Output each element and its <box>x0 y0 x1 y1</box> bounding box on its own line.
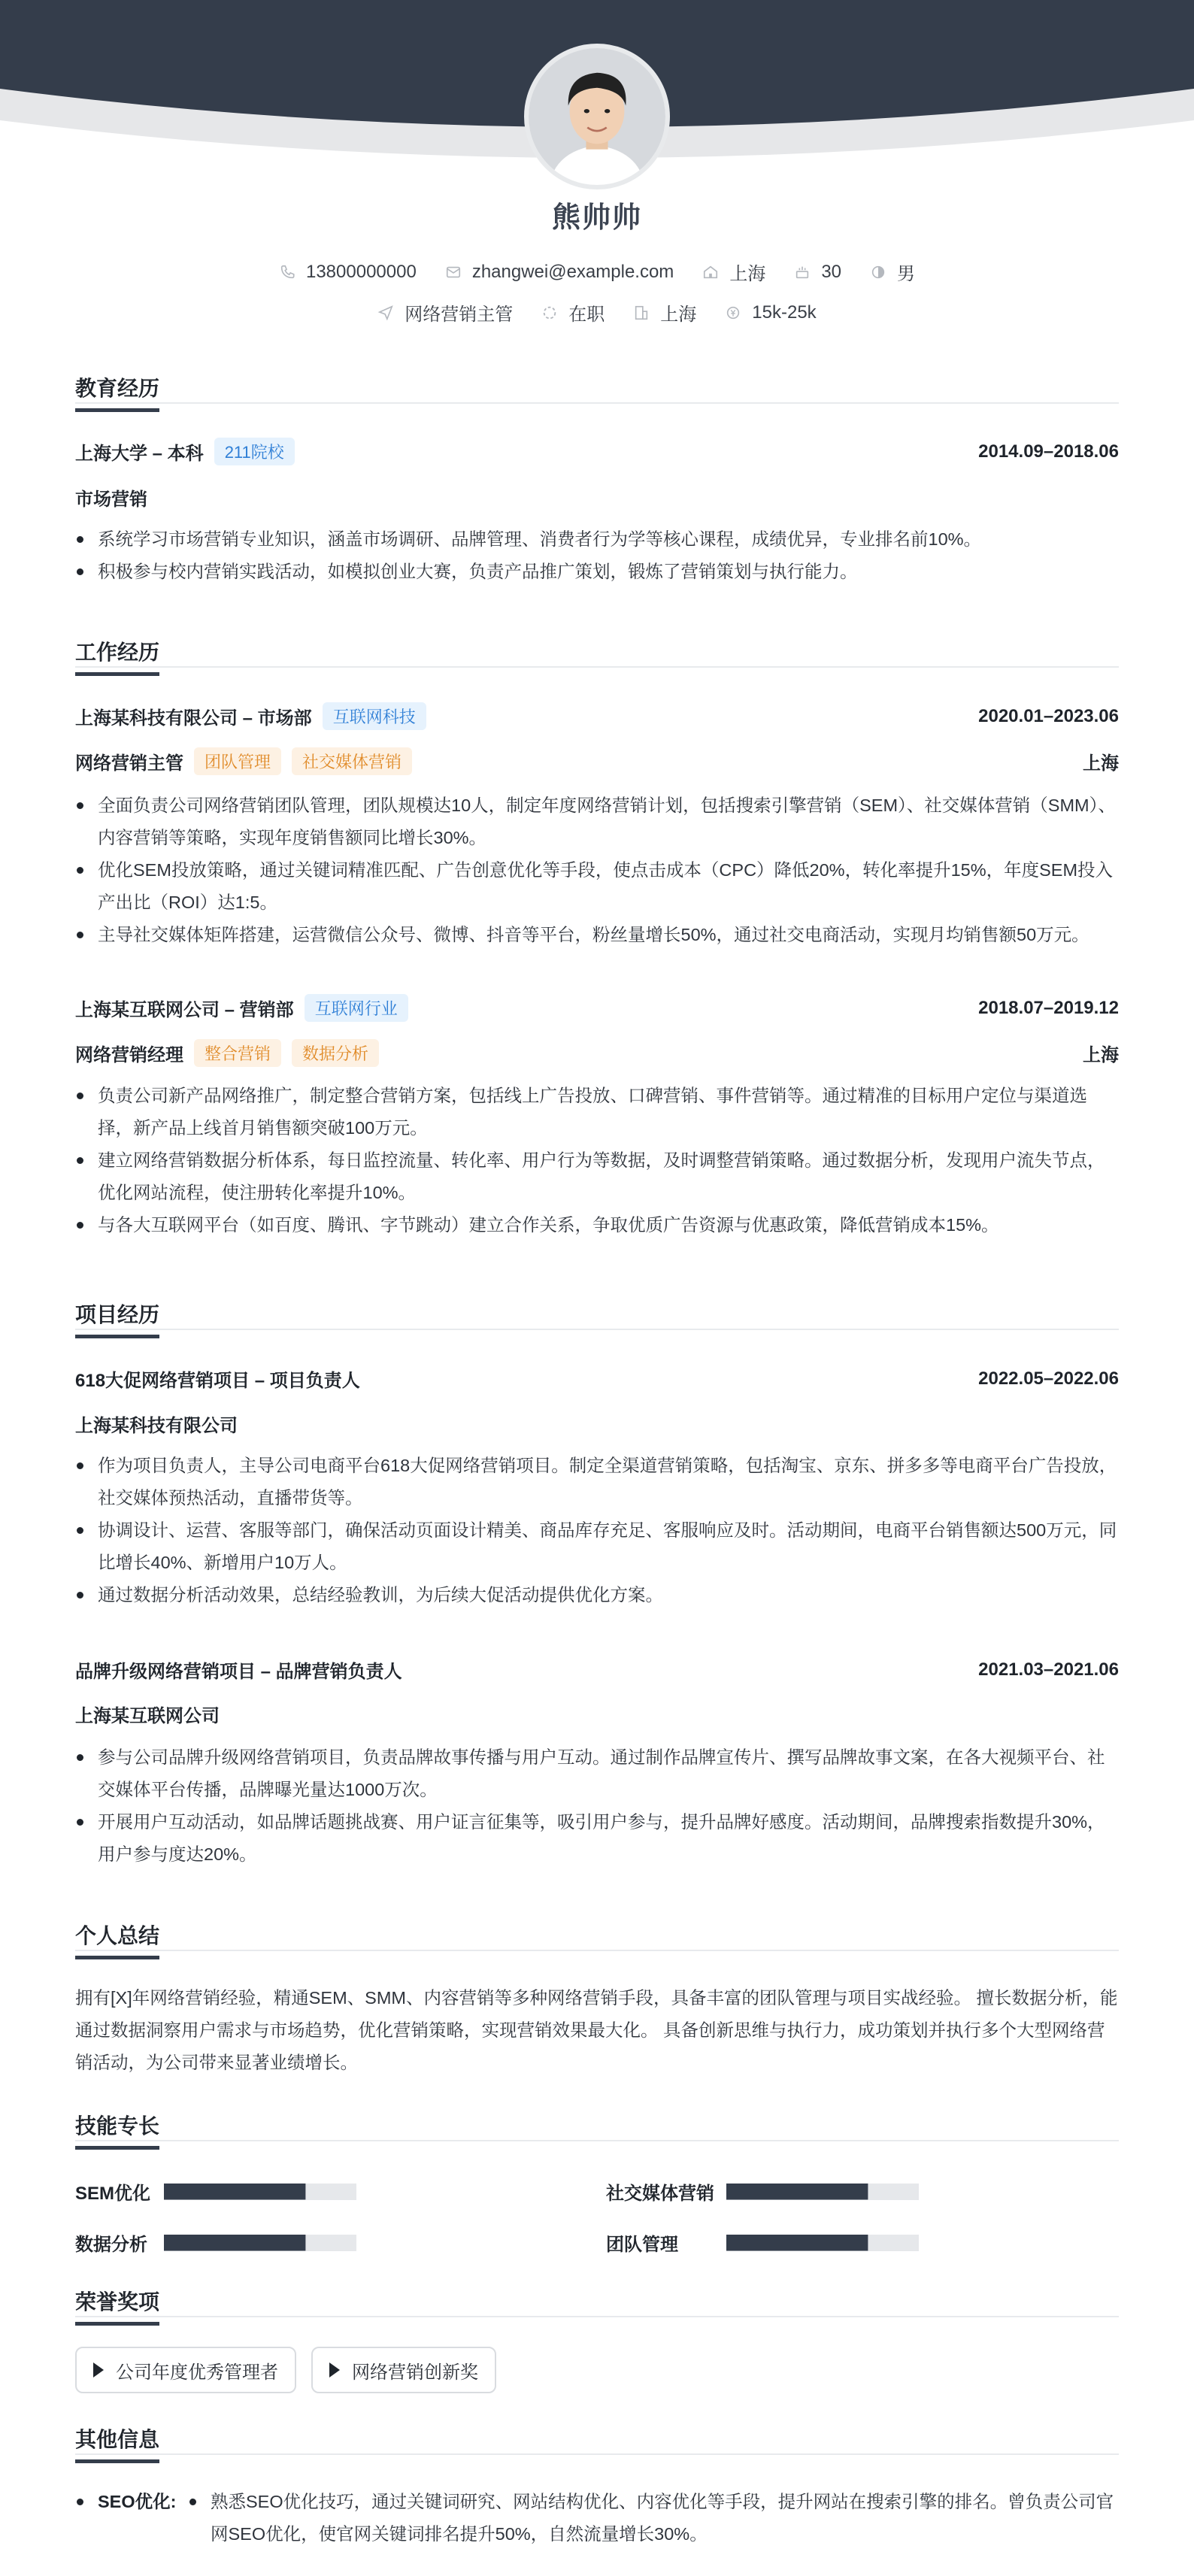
skill-tag: 社交媒体营销 <box>292 747 412 775</box>
other-label: SEO优化: <box>75 2486 176 2518</box>
skill-name: 团队管理 <box>606 2235 678 2255</box>
skill-bar-fill <box>164 2235 305 2251</box>
project-name: 618大促网络营销项目 – 项目负责人 <box>75 1371 360 1391</box>
school-tag: 211院校 <box>214 438 295 465</box>
project-name: 品牌升级网络营销项目 – 品牌营销负责人 <box>75 1662 402 1682</box>
skill-bar-fill <box>726 2184 868 2200</box>
education-header <box>75 438 1119 465</box>
list-item: 通过数据分析活动效果，总结经验教训，为后续大促活动提供优化方案。 <box>75 1579 1119 1611</box>
skill-name: 社交媒体营销 <box>606 2184 714 2204</box>
summary-section-title: 个人总结 <box>75 1920 1119 1951</box>
list-item: 建立网络营销数据分析体系，每日监控流量、转化率、用户行为等数据，及时调整营销策略。通过数据分析，发现用户流失节点，优化网站流程，使注册转化率提升10%。 <box>75 1144 1119 1209</box>
award-label: 网络营销创新奖 <box>352 2362 478 2383</box>
play-icon <box>329 2362 340 2377</box>
email-item <box>445 262 674 283</box>
city-item <box>702 259 765 285</box>
avatar-photo-icon <box>529 48 665 185</box>
project-1-header <box>75 1656 1119 1683</box>
work-0-bullets <box>75 789 1119 951</box>
other-text: 熟悉SEO优化技巧，通过关键词研究、网站结构优化、内容优化等手段，提升网站在搜索引擎的排名。曾负责公司官网SEO优化，使官网关键词排名提升50%，自然流量增长30%。 <box>188 2486 1119 2550</box>
work-1-role <box>75 1039 1119 1067</box>
skill-name: SEM优化 <box>75 2184 151 2204</box>
skills-section-title: 技能专长 <box>75 2110 1119 2141</box>
award-badge <box>75 2347 296 2393</box>
skill-tag: 整合营销 <box>194 1039 281 1067</box>
skill-bar <box>164 2184 356 2200</box>
list-item: 系统学习市场营销专业知识，涵盖市场调研、品牌管理、消费者行为学等核心课程，成绩优异，专业排名前10%。 <box>75 523 1119 556</box>
skill-tag: 团队管理 <box>194 747 281 775</box>
project-date: 2021.03–2021.06 <box>978 1659 1119 1680</box>
education-bullets <box>75 523 1119 588</box>
work-city-item <box>633 299 696 326</box>
work-location: 上海 <box>1083 753 1119 774</box>
cake-icon <box>794 264 811 280</box>
age-text: 30 <box>821 261 842 282</box>
list-item: 开展用户互动活动，如品牌话题挑战赛、用户证言征集等，吸引用户参与，提升品牌好感度。活动期间，品牌搜索指数提升30%，用户参与度达20%。 <box>75 1806 1119 1871</box>
candidate-name: 熊帅帅 <box>551 202 642 234</box>
summary-text: 拥有[X]年网络营销经验，精通SEM、SMM、内容营销等多种网络营销手段，具备丰富的团队管理与项目实战经验。 擅长数据分析，能通过数据洞察用户需求与市场趋势，优化营销策略，实现营销效果最大化。 具备创新思维与执行力，成功策划并执行多个大型网络营销活动，为公司带来显著业绩增长。 <box>75 1988 1118 2072</box>
award-label: 公司年度优秀管理者 <box>116 2362 278 2383</box>
job-title: 网络营销主管 <box>75 753 183 774</box>
list-item: 主导社交媒体矩阵搭建，运营微信公众号、微博、抖音等平台，粉丝量增长50%，通过社交电商活动，实现月均销售额50万元。 <box>75 919 1119 951</box>
education-section-title: 教育经历 <box>75 372 1119 404</box>
skill-item <box>606 2178 919 2205</box>
skill-bar-fill <box>164 2184 305 2200</box>
skill-item <box>75 2229 356 2256</box>
other-section-title: 其他信息 <box>75 2423 1119 2455</box>
list-item: 全面负责公司网络营销团队管理，团队规模达10人，制定年度网络营销计划，包括搜索引擎营销（SEM）、社交媒体营销（SMM）、内容营销等策略，实现年度销售额同比增长30%。 <box>75 789 1119 854</box>
job-target-item <box>377 299 513 326</box>
other-info <box>75 2486 1119 2553</box>
education-major: 市场营销 <box>75 489 147 510</box>
work-date: 2020.01–2023.06 <box>978 705 1119 726</box>
work-city-text: 上海 <box>660 305 697 325</box>
project-company: 上海某互联网公司 <box>75 1706 220 1726</box>
work-0-role <box>75 747 1119 775</box>
send-icon <box>377 305 394 321</box>
work-location: 上海 <box>1083 1045 1119 1065</box>
education-date: 2014.09–2018.06 <box>978 441 1119 462</box>
play-icon <box>93 2362 104 2377</box>
skill-bar <box>726 2184 919 2200</box>
company-name: 上海某科技有限公司 – 市场部 <box>75 708 312 729</box>
phone-text: 13800000000 <box>305 261 417 282</box>
age-item <box>794 262 841 283</box>
list-item: 负责公司新产品网络推广，制定整合营销方案，包括线上广告投放、口碑营销、事件营销等。通过精准的目标用户定位与渠道选择，新产品上线首月销售额突破100万元。 <box>75 1080 1119 1144</box>
list-item: 协调设计、运营、客服等部门，确保活动页面设计精美、商品库存充足、客服响应及时。活动期间，电商平台销售额达500万元，同比增长40%、新增用户10万人。 <box>75 1514 1119 1579</box>
skill-name: 数据分析 <box>75 2235 147 2255</box>
awards-section-title: 荣誉奖项 <box>75 2286 1119 2317</box>
salary-text: 15k-25k <box>752 302 817 323</box>
home-icon <box>702 264 719 280</box>
status-text: 在职 <box>568 305 605 325</box>
salary-item <box>725 302 816 323</box>
list-item: 参与公司品牌升级网络营销项目，负责品牌故事传播与用户互动。通过制作品牌宣传片、撰写品牌故事文案，在各大视频平台、社交媒体平台传播，品牌曝光量达1000万次。 <box>75 1741 1119 1806</box>
phone-icon <box>279 264 295 280</box>
money-icon <box>725 305 741 321</box>
skill-tag: 数据分析 <box>292 1039 379 1067</box>
project-1-bullets <box>75 1741 1119 1871</box>
work-1-bullets <box>75 1080 1119 1241</box>
skill-item <box>75 2178 356 2205</box>
job-target-text: 网络营销主管 <box>405 305 514 325</box>
projects-section-title: 项目经历 <box>75 1299 1119 1330</box>
city-text: 上海 <box>729 264 766 284</box>
industry-tag: 互联网行业 <box>305 994 408 1022</box>
gender-text: 男 <box>897 264 916 284</box>
project-0-bullets <box>75 1450 1119 1611</box>
work-date: 2018.07–2019.12 <box>978 997 1119 1018</box>
gender-item <box>870 259 915 285</box>
gender-icon <box>870 264 886 280</box>
skill-bar-fill <box>726 2235 868 2251</box>
skill-item <box>606 2229 919 2256</box>
job-title: 网络营销经理 <box>75 1045 183 1065</box>
contact-row <box>0 259 1194 285</box>
list-item: 与各大互联网平台（如百度、腾讯、字节跳动）建立合作关系，争取优质广告资源与优惠政策，降低营销成本15%。 <box>75 1209 1119 1241</box>
list-item: 作为项目负责人，主导公司电商平台618大促网络营销项目。制定全渠道营销策略，包括淘宝、京东、拼多多等电商平台广告投放，社交媒体预热活动，直播带货等。 <box>75 1450 1119 1514</box>
work-1-header <box>75 994 1119 1022</box>
building-icon <box>633 305 650 321</box>
mail-icon <box>445 264 462 280</box>
company-name: 上海某互联网公司 – 营销部 <box>75 1000 294 1020</box>
work-section-title: 工作经历 <box>75 636 1119 668</box>
loading-icon <box>541 305 558 321</box>
phone-item <box>279 262 417 283</box>
skill-bar <box>164 2235 356 2251</box>
industry-tag: 互联网科技 <box>323 702 426 730</box>
list-item: 积极参与校内营销实践活动，如模拟创业大赛，负责产品推广策划，锻炼了营销策划与执行能力。 <box>75 556 1119 588</box>
avatar <box>524 44 670 189</box>
award-badge <box>311 2347 496 2393</box>
skill-bar <box>726 2235 919 2251</box>
school-name: 上海大学 – 本科 <box>75 444 204 464</box>
list-item: 优化SEM投放策略，通过关键词精准匹配、广告创意优化等手段，使点击成本（CPC）降低20%，转化率提升15%，年度SEM投入产出比（ROI）达1:5。 <box>75 854 1119 919</box>
project-0-header <box>75 1365 1119 1392</box>
project-date: 2022.05–2022.06 <box>978 1368 1119 1389</box>
work-0-header <box>75 702 1119 730</box>
email-text: zhangwei@example.com <box>471 261 674 282</box>
project-company: 上海某科技有限公司 <box>75 1416 238 1436</box>
job-intent-row <box>0 299 1194 326</box>
status-item <box>541 299 605 326</box>
